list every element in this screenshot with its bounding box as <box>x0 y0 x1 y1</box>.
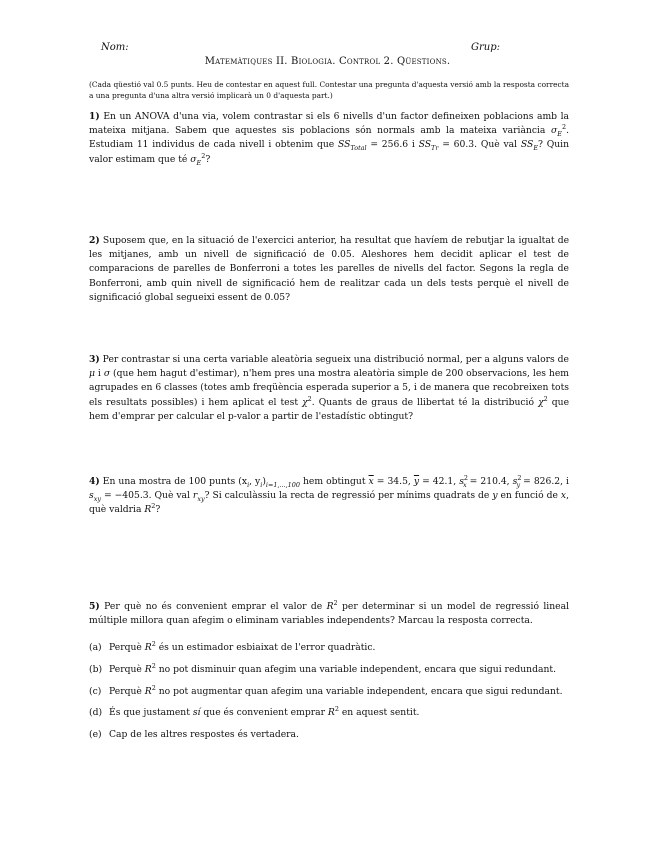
answer-option-e[interactable] <box>89 728 569 741</box>
math-subscript: i=1,...,100 <box>265 480 300 489</box>
math-superscript: 2 <box>334 704 339 713</box>
math-symbol: R <box>327 707 335 718</box>
option-label: (c) <box>89 686 102 697</box>
math-symbol: R <box>144 642 152 653</box>
question-text: ? Quin valor estimam que té <box>89 139 570 165</box>
option-text: que és convenient emprar <box>200 707 328 718</box>
math-symbol: s <box>89 490 94 502</box>
question-text: en funció de <box>497 490 561 502</box>
group-label: Grup: <box>471 42 500 53</box>
question-text: = 826.2, i <box>520 476 569 487</box>
math-symbol: χ <box>538 396 544 408</box>
math-subscript: E <box>533 144 539 153</box>
math-symbol: R <box>144 664 152 675</box>
math-symbol: y <box>492 490 498 502</box>
instructions-note: (Cada qüestió val 0.5 punts. Heu de contestar en aquest full. Contestar una pregunta d'aquesta versió amb la resposta correcta a una pregunta d'una altra versió implicarà un 0 d'aquesta part.) <box>89 80 569 100</box>
option-emphasis: sí <box>192 707 201 718</box>
math-subscript: Total <box>350 144 367 153</box>
math-superscript: 2 <box>307 394 312 403</box>
option-label: (a) <box>89 642 102 653</box>
question-text: , què valdria <box>89 490 569 516</box>
option-text: no pot disminuir quan afegim una variable independent, encara que sigui redundant. <box>155 664 556 675</box>
option-label: (d) <box>89 707 103 718</box>
question-text: = 210.4, <box>466 476 513 487</box>
question-text: que hem d'emprar per calcular el p-valor a partir de l'estadístic obtingut? <box>89 396 570 422</box>
math-symbol: $\overline{y}$ <box>413 476 420 487</box>
question-text: = 42.1, <box>419 476 460 487</box>
math-symbol: R <box>144 504 152 516</box>
math-subscript: Tr <box>431 144 439 153</box>
option-text: Perquè <box>109 664 145 675</box>
question-number: 4) <box>89 476 100 487</box>
math-symbol: SS <box>520 139 534 151</box>
math-superscript: 2 <box>151 661 156 670</box>
question-text: = 256.6 i <box>366 139 419 151</box>
option-text: Perquè <box>109 642 145 653</box>
math-superscript: 2 <box>151 639 156 648</box>
math-superscript: 2 <box>463 473 469 482</box>
option-text: És que justament <box>109 707 193 718</box>
math-subscript: E <box>196 158 202 167</box>
name-label: Nom: <box>101 42 129 53</box>
math-symbol: s <box>512 476 518 487</box>
question-text: i <box>94 368 104 380</box>
question-text: ? Si calculàssiu la recta de regressió per mínims quadrats de <box>204 490 493 502</box>
math-symbol: σ <box>103 368 111 380</box>
math-superscript: 2 <box>543 394 548 403</box>
question-text: ? <box>155 504 161 516</box>
option-text: no pot augmentar quan afegim una variable independent, encara que sigui redundant. <box>155 686 563 697</box>
math-subscript: x <box>463 480 467 489</box>
question-number: 5) <box>89 601 100 612</box>
math-symbol: ) <box>262 476 266 487</box>
option-text: Cap de les altres respostes és vertadera. <box>109 729 299 740</box>
math-superscript: 2 <box>517 473 522 482</box>
question-text: . Quants de graus de llibertat té la distribució <box>311 396 539 408</box>
question-2 <box>89 234 569 305</box>
question-number: 1) <box>89 111 100 122</box>
question-4 <box>89 475 569 518</box>
math-symbol: R <box>144 686 152 697</box>
question-text: En una mostra de 100 punts <box>102 476 239 487</box>
question-text: per determinar si un model de regressió lineal múltiple millora quan afegim o eliminam variables independents? Marcau la resposta correcta. <box>89 601 570 627</box>
question-text: . Estudiam 11 individus de cada nivell i obtenim que <box>89 125 569 151</box>
math-symbol: , y <box>249 476 261 487</box>
question-text: Per què no és convenient emprar el valor de <box>104 601 327 612</box>
math-symbol: x <box>560 490 567 502</box>
math-symbol: R <box>326 601 334 612</box>
answer-option-a[interactable] <box>89 641 569 654</box>
option-text: en aquest sentit. <box>338 707 420 718</box>
answer-option-d[interactable] <box>89 706 569 719</box>
question-text: = −405.3. Què val <box>101 490 193 502</box>
question-number: 3) <box>89 354 100 365</box>
math-superscript: 2 <box>201 151 206 160</box>
question-1 <box>89 110 569 167</box>
question-text: (que hem hagut d'estimar), n'hem pres una mostra aleatòria simple de 200 observacions, les hem agrupades en 6 classes (totes amb freqüència esperada superior a 5, i de manera que recobreixen tots els resultats possibles) i hem aplicat el test <box>89 368 569 408</box>
math-subscript: xy <box>93 495 101 504</box>
question-text: hem obtingut <box>299 476 369 487</box>
option-text: Perquè <box>109 686 145 697</box>
question-text: ? <box>205 153 211 165</box>
page-title: Matemàtiques II. Biologia. Control 2. Qüestions. <box>204 56 451 67</box>
math-subscript: i <box>247 480 250 489</box>
math-symbol: SS <box>418 139 432 151</box>
answer-option-b[interactable] <box>89 663 569 676</box>
question-text: Suposem que, en la situació de l'exercici anterior, ha resultat que havíem de rebutjar la igualtat de les mitjanes, amb un nivell de significació de 0.05. Aleshores hem decidit aplicar el test de comparacions de parelles de Bonferroni a totes les parelles de nivells del factor. Segons la regla de Bonferroni, amb quin nivell de significació hem de realitzar cada un dels tests perquè el nivell de significació global segueixi essent de 0.05? <box>89 235 570 303</box>
question-text: Per contrastar si una certa variable aleatòria segueix una distribució normal, per a alguns valors de <box>102 354 569 365</box>
math-subscript: E <box>557 130 562 139</box>
question-number: 2) <box>89 235 100 246</box>
question-5 <box>89 600 569 628</box>
math-symbol: σ <box>190 153 197 165</box>
option-label: (e) <box>89 729 102 740</box>
math-subscript: y <box>516 480 521 489</box>
math-subscript: i <box>260 480 263 489</box>
math-superscript: 2 <box>151 502 156 511</box>
math-symbol: SS <box>337 139 351 151</box>
math-superscript: 2 <box>333 598 338 607</box>
math-symbol: r <box>192 490 198 502</box>
option-label: (b) <box>89 664 103 675</box>
question-text: = 60.3. Què val <box>438 139 521 151</box>
question-text: En un ANOVA d'una via, volem contrastar si els 6 nivells d'un factor defineixen poblacions amb la mateixa mitjana. Sabem que aquestes sis poblacions són normals amb la mateixa variància <box>89 111 570 137</box>
math-superscript: 2 <box>561 123 567 132</box>
math-superscript: 2 <box>151 683 156 692</box>
math-subscript: xy <box>197 495 205 504</box>
option-text: és un estimador esbiaixat de l'error quadràtic. <box>155 642 376 653</box>
math-symbol: χ <box>302 396 308 408</box>
math-symbol: μ <box>89 368 95 380</box>
math-symbol: σ <box>550 125 558 137</box>
question-3 <box>89 353 569 424</box>
math-symbol: s <box>459 476 464 487</box>
answer-option-c[interactable] <box>89 685 569 698</box>
math-symbol: (x <box>238 476 248 487</box>
math-symbol: $\overline{x}$ <box>368 476 374 487</box>
question-text: = 34.5, <box>373 476 414 487</box>
